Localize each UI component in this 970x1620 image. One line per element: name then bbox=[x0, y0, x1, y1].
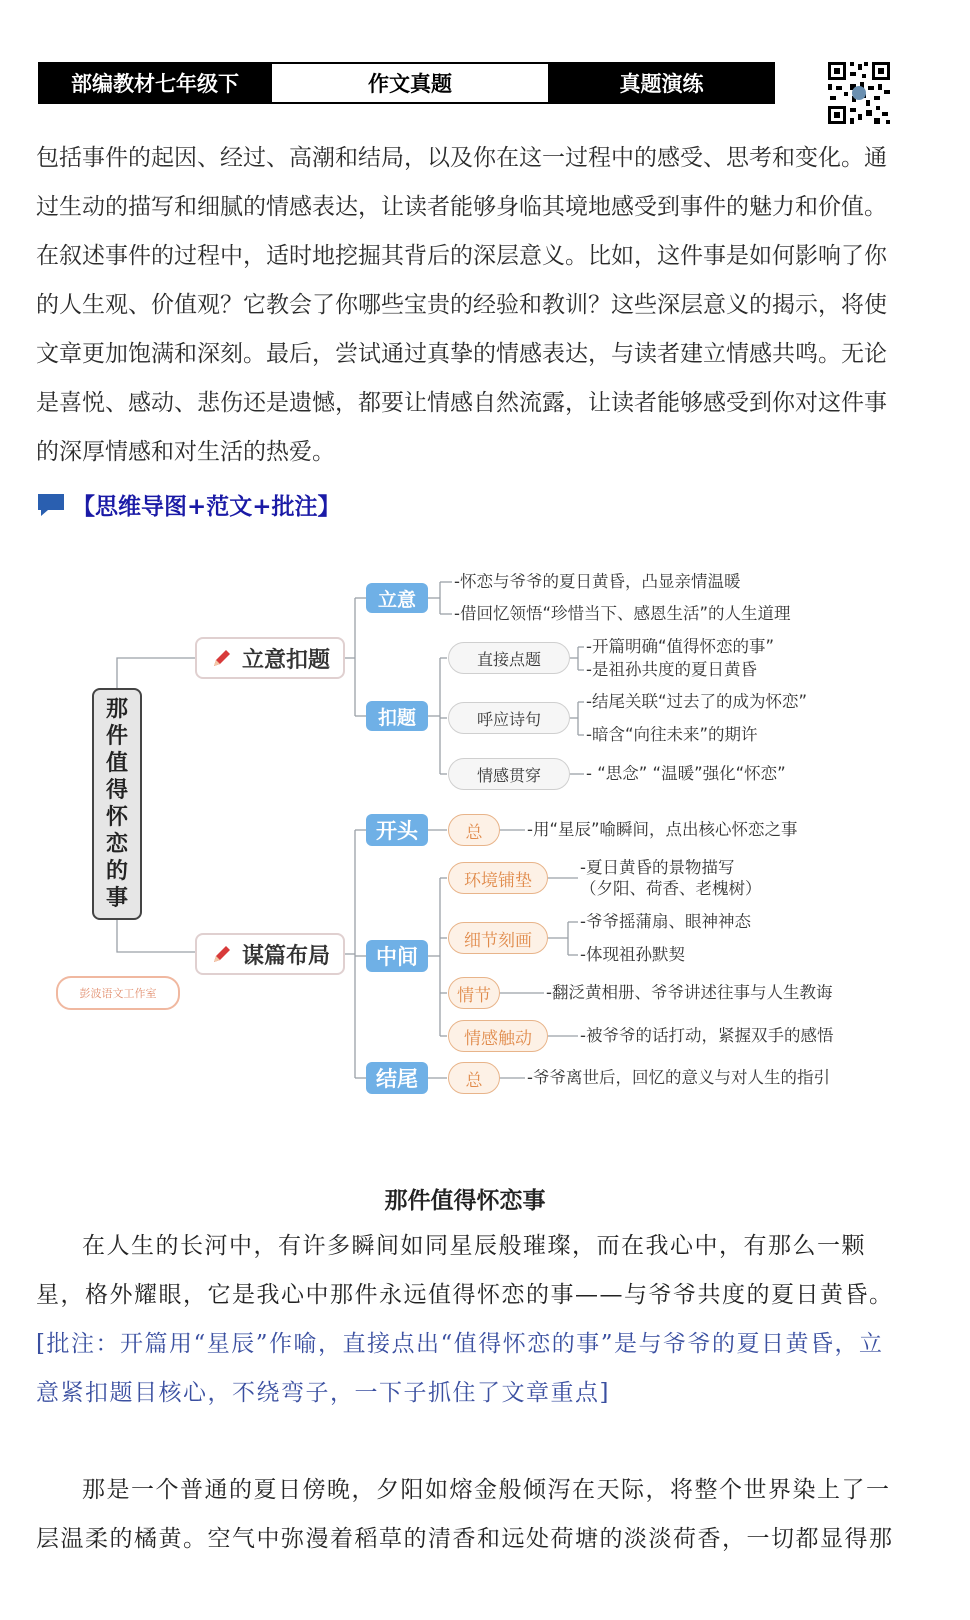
essay-title: 那件值得怀恋事 bbox=[384, 1188, 546, 1214]
section-heading bbox=[36, 488, 341, 521]
leaf-text: -体现祖孙默契 bbox=[580, 945, 685, 964]
node-zhongjian: 中间 bbox=[366, 940, 428, 972]
leaf-text: -是祖孙共度的夏日黄昏 bbox=[586, 660, 757, 679]
essay-paragraph-2: 那是一个普通的夏日傍晚，夕阳如熔金般倾泻在天际，将整个世界染上了一层温柔的橘黄。空气中弥漫着稻草的清香和远处荷塘的淡淡荷香，一切都显得那 bbox=[36, 1477, 894, 1552]
root-char: 事 bbox=[105, 886, 128, 911]
node-xijie-kehua: 细节刻画 bbox=[448, 922, 548, 954]
node-qingjie: 情节 bbox=[448, 977, 500, 1009]
header-grade-label: 部编教材七年级下 bbox=[40, 64, 270, 102]
node-huanjing-pudian: 环境铺垫 bbox=[448, 862, 548, 894]
header-topic-label: 作文真题 bbox=[270, 64, 550, 102]
chat-bubble-icon bbox=[36, 492, 66, 518]
node-qinggan-chudong: 情感触动 bbox=[448, 1020, 548, 1052]
root-char: 件 bbox=[105, 724, 128, 749]
leaf-text: -爷爷离世后，回忆的意义与对人生的指引 bbox=[527, 1068, 830, 1087]
leaf-text: -结尾关联“过去了的成为怀恋” bbox=[586, 692, 808, 711]
annotation-note: [批注：开篇用“星辰”作喻，直接点出“值得怀恋的事”是与爷爷的夏日黄昏，立意紧扣题目核心，不绕弯子，一下子抓住了文章重点] bbox=[36, 1331, 884, 1406]
leaf-text: -爷爷摇蒲扇、眼神神态 bbox=[580, 912, 751, 931]
node-jiewei: 结尾 bbox=[366, 1062, 428, 1094]
root-char: 怀 bbox=[105, 805, 128, 830]
leaf-text: -翻泛黄相册、爷爷讲述往事与人生教诲 bbox=[546, 983, 833, 1002]
leaf-text: -被爷爷的话打动，紧握双手的感悟 bbox=[580, 1026, 834, 1045]
mindmap-root bbox=[92, 688, 142, 920]
leaf-text: -用“星辰”喻瞬间，点出核心怀恋之事 bbox=[527, 820, 798, 839]
mind-map bbox=[0, 560, 970, 1120]
leaf-text: -开篇明确“值得怀恋的事” bbox=[586, 637, 775, 656]
root-char: 的 bbox=[105, 859, 128, 884]
pencil-icon bbox=[210, 942, 234, 966]
branch-label: 谋篇布局 bbox=[241, 943, 330, 969]
root-char: 得 bbox=[105, 778, 128, 803]
leaf-text: （夕阳、荷香、老槐树） bbox=[580, 879, 762, 898]
node-qinggan-guanchuan: 情感贯穿 bbox=[448, 758, 570, 790]
leaf-text: -暗含“向往未来”的期许 bbox=[586, 725, 758, 744]
node-kouti: 扣题 bbox=[366, 701, 428, 731]
root-char: 值 bbox=[105, 751, 128, 776]
node-liyi: 立意 bbox=[366, 583, 428, 613]
root-char: 那 bbox=[105, 697, 128, 722]
node-zong: 总 bbox=[448, 814, 500, 846]
node-huying-shiju: 呼应诗句 bbox=[448, 702, 570, 734]
leaf-text: -借回忆领悟“珍惜当下、感恩生活”的人生道理 bbox=[454, 604, 791, 623]
root-char: 恋 bbox=[105, 832, 128, 857]
node-zhijie-dianti: 直接点题 bbox=[448, 642, 570, 674]
branch-moupian-buju bbox=[195, 933, 345, 975]
essay-text: 在人生的长河中，有许多瞬间如同星辰般璀璨，而在我心中，有那么一颗星，格外耀眼，它是我心中那件永远值得怀恋的事——与爷爷共度的夏日黄昏。 bbox=[36, 1233, 894, 1308]
branch-label: 立意扣题 bbox=[241, 647, 330, 673]
pencil-icon bbox=[210, 646, 234, 670]
essay-paragraph-1 bbox=[36, 1222, 902, 1418]
node-zong: 总 bbox=[448, 1062, 500, 1094]
header-section-label: 真题演练 bbox=[550, 64, 773, 102]
qr-code-icon bbox=[826, 60, 892, 126]
section-heading-text: 【思维导图+范文+批注】 bbox=[72, 494, 341, 520]
header-bar bbox=[38, 62, 775, 104]
leaf-text: - “思念” “温暖”强化“怀恋” bbox=[586, 764, 786, 783]
intro-paragraph: 包括事件的起因、经过、高潮和结局，以及你在这一过程中的感受、思考和变化。通过生动的描写和细腻的情感表达，让读者能够身临其境地感受到事件的魅力和价值。在叙述事件的过程中，适时地挖掘其背后的深层意义。比如，这件事是如何影响了你的人生观、价值观？它教会了你哪些宝贵的经验和教训？这些深层意义的揭示，将使文章更加饱满和深刻。最后，尝试通过真挚的情感表达，与读者建立情感共鸣。无论是喜悦、感动、悲伤还是遗憾，都要让情感自然流露，让读者能够感受到你对这件事的深厚情感和对生活的热爱。 bbox=[36, 145, 887, 465]
leaf-text: -怀恋与爷爷的夏日黄昏，凸显亲情温暖 bbox=[454, 572, 741, 591]
leaf-text: -夏日黄昏的景物描写 bbox=[580, 858, 735, 877]
studio-stamp: 彭波语文工作室 bbox=[56, 976, 180, 1010]
node-kaitou: 开头 bbox=[366, 814, 428, 846]
branch-liyi-kouti bbox=[195, 637, 345, 679]
